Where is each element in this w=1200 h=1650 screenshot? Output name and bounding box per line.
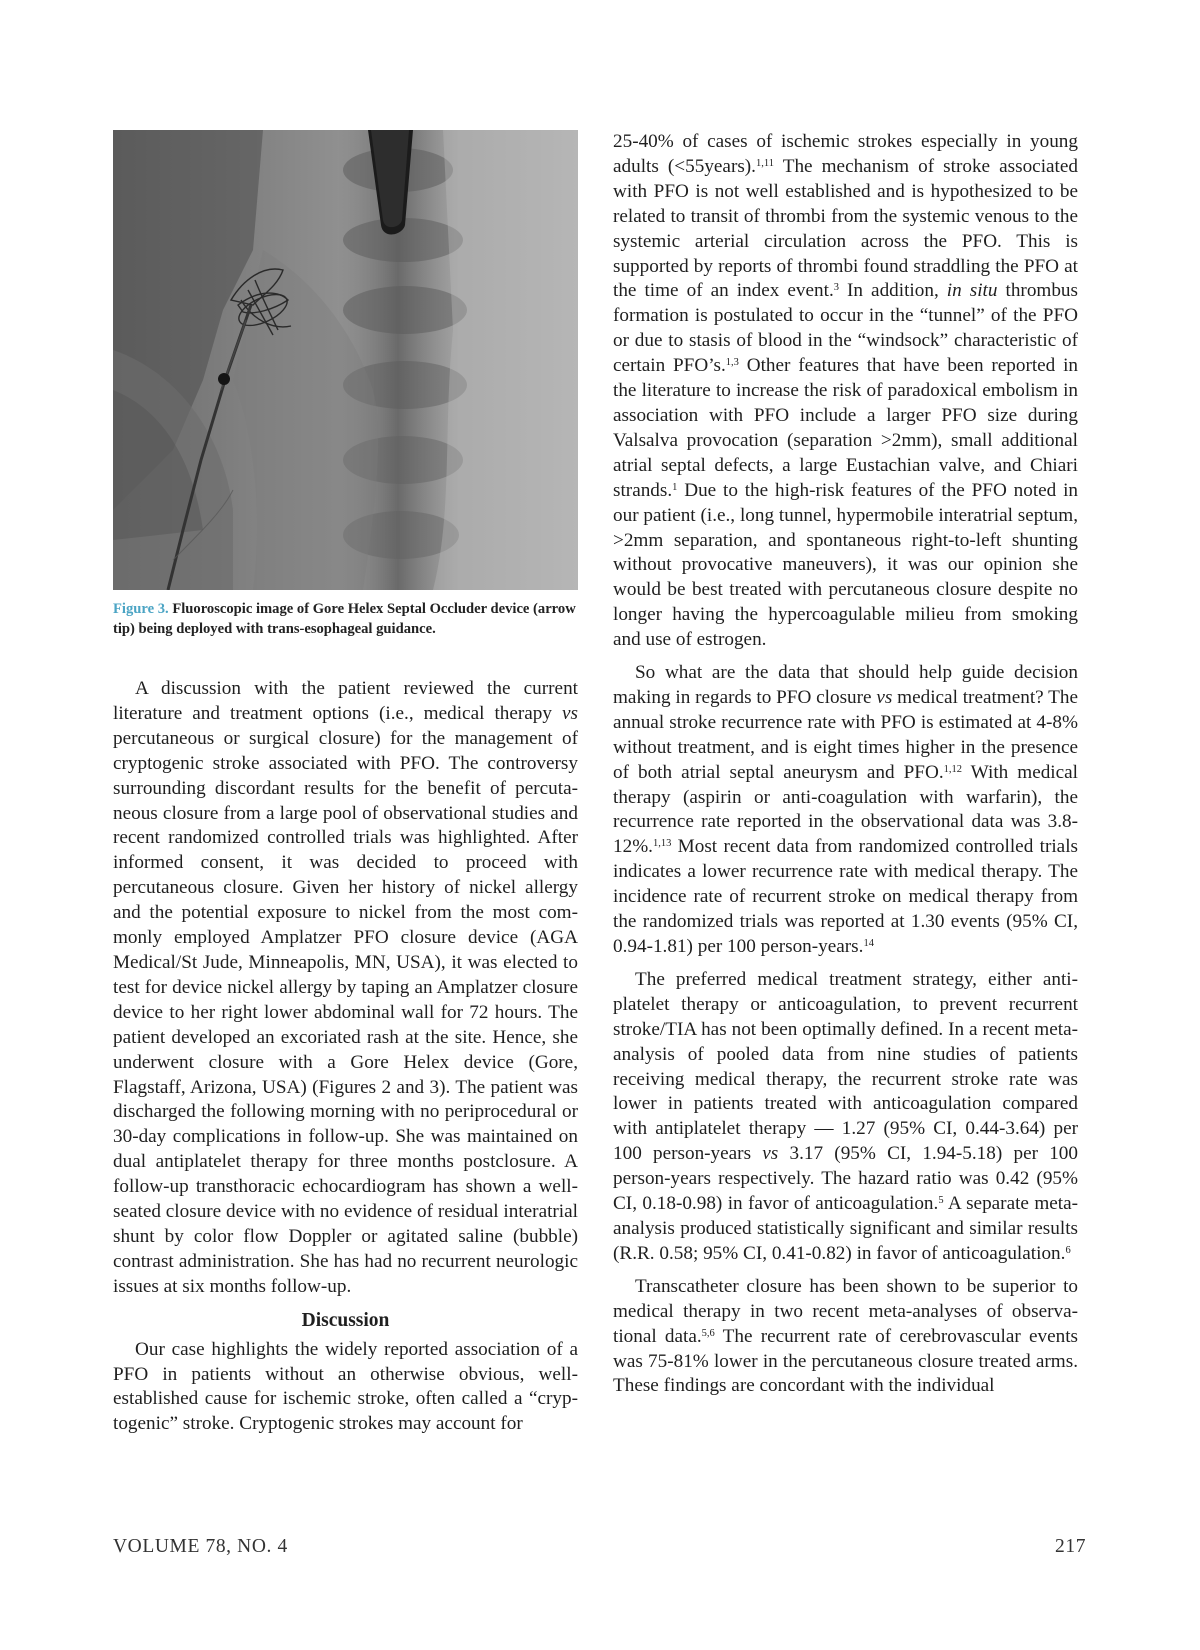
- paragraph: [113, 677, 578, 1300]
- paragraph: [613, 1275, 1078, 1400]
- citation: 1,13: [652, 838, 672, 850]
- text-run: The recurrent rate of cerebrovascular events was 75-81% lower in the percutaneous closure treated arms. These findings are concordant with the individual: [613, 1325, 1078, 1397]
- citation: 1,11: [755, 157, 774, 169]
- citation: 1,12: [943, 763, 962, 775]
- left-column-text: [113, 677, 578, 1437]
- citation: 6: [1065, 1244, 1071, 1256]
- text-run: Due to the high-risk features of the PFO noted in our patient (i.e., long tunnel, hypermobile interatrial septum, >2mm separation, and spontaneous right-to-left shunting without provocative maneuvers), it was our opinion she would be best treated with percutaneous closure despite no longer having the hypercoagulable milieu from smoking and use of estrogen.: [613, 479, 1078, 651]
- figure-caption: [113, 599, 578, 639]
- left-column: [113, 130, 578, 1437]
- citation: 5,6: [701, 1327, 715, 1339]
- citation: 1: [672, 481, 678, 493]
- citation: 14: [863, 938, 874, 949]
- text-run: medical treatment? The annual stroke recurrence rate with PFO is estimated at 4-8% without treatment, and is eight times higher in the presence of both atrial septal aneurysm and PFO.: [613, 686, 1078, 783]
- italic-vs: vs: [562, 702, 578, 724]
- citation: 3: [833, 282, 840, 294]
- text-run: thrombus formation is postulated to occur in the “tunnel” of the PFO or due to stasis of blood in the “windsock” characteristic of certain PFO’s.: [613, 280, 1078, 377]
- text-run: The mechanism of stroke associated with PFO is not well established and is hypothesized to be related to transit of thrombi from the systemic venous to the systemic arterial circulation across the PFO. This is supported by reports of thrombi found straddling the PFO at the time of an index event.: [613, 155, 1078, 302]
- citation: 5: [938, 1195, 944, 1207]
- right-column-text: [613, 130, 1078, 1399]
- paragraph: [613, 968, 1078, 1267]
- page-number: 217: [1055, 1536, 1087, 1557]
- text-run: So what are the data that should help guide decision making in regards to PFO closure: [613, 662, 1078, 708]
- journal-volume: VOLUME 78, NO. 4: [113, 1536, 288, 1557]
- text-run: In addition,: [839, 280, 947, 302]
- right-column: [613, 130, 1078, 1399]
- figure-caption-text: Fluoroscopic image of Gore Helex Septal Occluder device (arrow tip) being deployed with trans-esophageal guidance.: [113, 601, 576, 637]
- text-run: A discussion with the patient reviewed the current literature and treatment options (i.e., medical therapy: [113, 678, 578, 724]
- fluoroscopy-image: [113, 130, 578, 590]
- text-run: Most recent data from randomized controlled trials indicates a lower recurrence rate with medical therapy. The incidence rate of recurrent stroke on medical therapy from the randomized trials was reported at 1.30 events (95% CI, 0.94-1.81) per 100 person-years.: [613, 836, 1078, 957]
- paragraph: Our case highlights the widely reported association of a PFO in patients without an otherwise obvious, well-established cause for ischemic stroke, often called a “cryptogenic” stroke. Cryptogenic strokes may account for: [113, 1338, 578, 1435]
- italic-in-situ: in situ: [946, 280, 998, 302]
- text-run: 3.17 (95% CI, 1.94-5.18) per 100 person-years respectively. The hazard ratio was 0.42 (95% CI, 0.18-0.98) in favor of anticoagulation.: [613, 1143, 1078, 1215]
- italic-vs: vs: [762, 1143, 779, 1165]
- fluoroscopic-figure: [113, 130, 578, 590]
- text-run: Other features that have been reported in the literature to increase the risk of paradoxical embolism in association with PFO include a larger PFO size during Valsalva provocation (separation >2mm), small additional atrial septal defects, a large Eustachian valve, and Chiari strands.: [613, 355, 1078, 501]
- text-run: With medical therapy (aspirin or anti-coagulation with warfarin), the recurrence rate reported in the observational data was 3.8-12%.: [613, 761, 1078, 858]
- italic-vs: vs: [876, 686, 893, 708]
- section-heading: Discussion: [301, 1309, 390, 1331]
- figure-label: Figure 3.: [113, 601, 169, 617]
- paragraph: [613, 661, 1078, 960]
- text-run: A separate meta-analysis produced statistically significant and similar results (R.R. 0.58; 95% CI, 0.41-0.82) in favor of anticoagulation.: [613, 1193, 1079, 1264]
- paragraph: [613, 130, 1078, 653]
- text-run: percutaneous or surgical closure) for the management of cryptogenic stroke associated with PFO. The controversy surrounding discordant results for the benefit of percutaneous closure from a large pool of observational studies and recent randomized controlled trials was highlighted. After informed consent, it was decided to proceed with percutaneous closure. Given her history of nickel allergy and the potential exposure to nickel from the most commonly employed Amplatzer PFO closure device (AGA Medical/St Jude, Minneapolis, MN, USA), it was elected to test for device nickel allergy by taping an Amplatzer closure device to her right lower abdominal wall for 72 hours. The patient developed an excoriated rash at the site. Hence, she underwent closure with a Gore Helex device (Gore, Flagstaff, Arizona, USA) (Figures 2 and 3). The patient was discharged the following morning with no periprocedural or 30-day complications in follow-up. She was maintained on dual antiplatelet therapy for three months postclosure. A follow-up transthoracic echocardiogram has shown a well-seated closure device with no evidence of residual interatrial shunt by color flow Doppler or agitated saline (bubble) contrast administration. She has had no recurrent neurologic issues at six months follow-up.: [113, 727, 578, 1297]
- text-run: 25-40% of cases of ischemic strokes especially in young adults (<55years).: [613, 131, 1078, 177]
- text-run: Transcatheter closure has been shown to be superior to medical therapy in two recent meta-analyses of observational data.: [613, 1275, 1078, 1347]
- citation: 1,3: [725, 357, 739, 369]
- text-run: The preferred medical treatment strategy, either antiplatelet therapy or anticoagulation, to prevent recurrent stroke/TIA has not been optimally defined. In a recent meta-analysis of pooled data from nine studies of patients receiving medical therapy, the recurrent stroke rate was lower in patients treated with anticoagulation compared with antiplatelet therapy — 1.27 (95% CI, 0.44-3.64) per 100 person-years: [613, 968, 1078, 1165]
